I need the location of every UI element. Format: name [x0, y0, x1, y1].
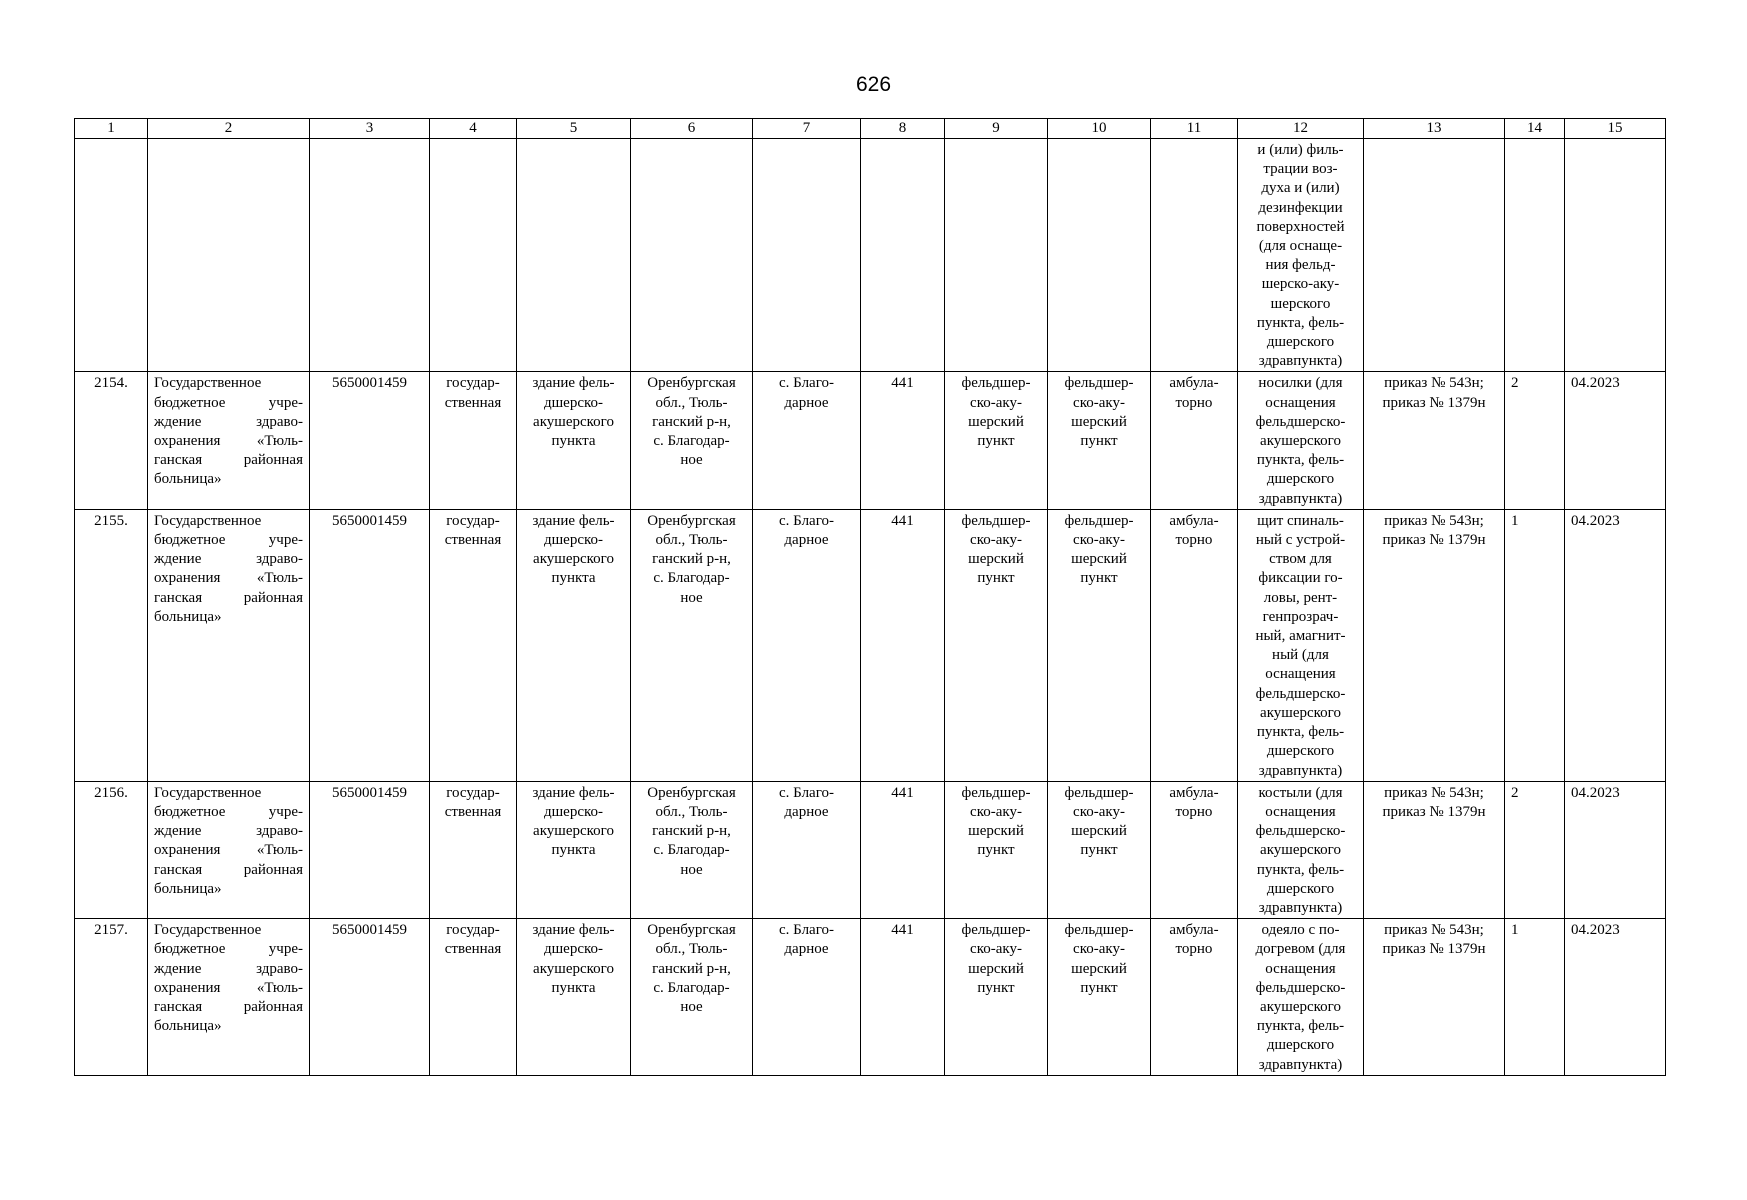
column-header: 2 [148, 119, 310, 139]
ownership-cell: государ- ственная [430, 919, 517, 1076]
basis-cell: приказ № 543н; приказ № 1379н [1364, 372, 1505, 509]
empty-cell [430, 139, 517, 372]
empty-cell [310, 139, 430, 372]
empty-cell [1048, 139, 1151, 372]
code-cell: 441 [861, 781, 945, 918]
ownership-cell: государ- ственная [430, 372, 517, 509]
basis-cell: приказ № 543н; приказ № 1379н [1364, 781, 1505, 918]
settlement-cell: с. Благо- дарное [753, 919, 861, 1076]
equipment-cell: носилки (для оснащения фельдшерско- акушерского пункта, фель- дшерского здравпункта) [1238, 372, 1364, 509]
column-header: 9 [945, 119, 1048, 139]
organization-cell: Государственное бюджетное учре-ждение здраво-охранения «Тюль-ганская районная больница» [148, 372, 310, 509]
date-cell: 04.2023 [1565, 372, 1666, 509]
code-cell: 441 [861, 372, 945, 509]
date-cell: 04.2023 [1565, 509, 1666, 781]
care-mode-cell: амбула- торно [1151, 372, 1238, 509]
quantity-cell: 1 [1505, 919, 1565, 1076]
empty-cell [1565, 139, 1666, 372]
date-cell: 04.2023 [1565, 781, 1666, 918]
date-cell: 04.2023 [1565, 919, 1666, 1076]
row-number-cell: 2155. [75, 509, 148, 781]
column-number-row [75, 119, 1666, 139]
care-mode-cell: амбула- торно [1151, 509, 1238, 781]
building-cell: здание фель- дшерско- акушерского пункта [517, 509, 631, 781]
equipment-cell: щит спиналь- ный с устрой- ством для фиксации го- ловы, рент- генпрозрач- ный, амагнит- ный (для оснащения фельдшерско- акушерского пункта, фель- дшерского здравпункта) [1238, 509, 1364, 781]
empty-cell [148, 139, 310, 372]
basis-cell: приказ № 543н; приказ № 1379н [1364, 509, 1505, 781]
facility-type-cell: фельдшер- ско-аку- шерский пункт [945, 509, 1048, 781]
row-number-cell: 2157. [75, 919, 148, 1076]
address-cell: Оренбургская обл., Тюль- ганский р-н, с. Благодар- ное [631, 919, 753, 1076]
facility-subtype-cell: фельдшер- ско-аку- шерский пункт [1048, 919, 1151, 1076]
code-cell: 441 [861, 509, 945, 781]
quantity-cell: 1 [1505, 509, 1565, 781]
organization-cell: Государственное бюджетное учре-ждение здраво-охранения «Тюль-ганская районная больница» [148, 781, 310, 918]
column-header: 7 [753, 119, 861, 139]
empty-cell [1151, 139, 1238, 372]
building-cell: здание фель- дшерско- акушерского пункта [517, 919, 631, 1076]
address-cell: Оренбургская обл., Тюль- ганский р-н, с. Благодар- ное [631, 372, 753, 509]
column-header: 4 [430, 119, 517, 139]
address-cell: Оренбургская обл., Тюль- ганский р-н, с. Благодар- ное [631, 509, 753, 781]
facility-type-cell: фельдшер- ско-аку- шерский пункт [945, 372, 1048, 509]
building-cell: здание фель- дшерско- акушерского пункта [517, 372, 631, 509]
settlement-cell: с. Благо- дарное [753, 509, 861, 781]
care-mode-cell: амбула- торно [1151, 919, 1238, 1076]
empty-cell [631, 139, 753, 372]
column-header: 8 [861, 119, 945, 139]
empty-cell [75, 139, 148, 372]
empty-cell [945, 139, 1048, 372]
column-header: 3 [310, 119, 430, 139]
organization-cell: Государственное бюджетное учре-ждение здраво-охранения «Тюль-ганская районная больница» [148, 919, 310, 1076]
facility-subtype-cell: фельдшер- ско-аку- шерский пункт [1048, 509, 1151, 781]
column-header: 10 [1048, 119, 1151, 139]
basis-cell: приказ № 543н; приказ № 1379н [1364, 919, 1505, 1076]
facility-type-cell: фельдшер- ско-аку- шерский пункт [945, 919, 1048, 1076]
inn-cell: 5650001459 [310, 919, 430, 1076]
column-header: 6 [631, 119, 753, 139]
organization-cell: Государственное бюджетное учре-ждение здраво-охранения «Тюль-ганская районная больница» [148, 509, 310, 781]
row-number-cell: 2156. [75, 781, 148, 918]
table-row [75, 781, 1666, 918]
column-header: 15 [1565, 119, 1666, 139]
empty-cell [1505, 139, 1565, 372]
column-header: 1 [75, 119, 148, 139]
facility-subtype-cell: фельдшер- ско-аку- шерский пункт [1048, 781, 1151, 918]
quantity-cell: 2 [1505, 372, 1565, 509]
column-header: 13 [1364, 119, 1505, 139]
facility-type-cell: фельдшер- ско-аку- шерский пункт [945, 781, 1048, 918]
column-header: 5 [517, 119, 631, 139]
registry-table [74, 118, 1666, 1076]
building-cell: здание фель- дшерско- акушерского пункта [517, 781, 631, 918]
column-header: 11 [1151, 119, 1238, 139]
table-row [75, 509, 1666, 781]
empty-cell [1364, 139, 1505, 372]
inn-cell: 5650001459 [310, 372, 430, 509]
empty-cell [753, 139, 861, 372]
continuation-row [75, 139, 1666, 372]
quantity-cell: 2 [1505, 781, 1565, 918]
ownership-cell: государ- ственная [430, 781, 517, 918]
empty-cell [861, 139, 945, 372]
row-number-cell: 2154. [75, 372, 148, 509]
address-cell: Оренбургская обл., Тюль- ганский р-н, с. Благодар- ное [631, 781, 753, 918]
equipment-cell: и (или) филь- трации воз- духа и (или) дезинфекции поверхностей (для оснаще- ния фельд- шерско-аку- шерского пункта, фель- дшерского здравпункта) [1238, 139, 1364, 372]
table-row [75, 919, 1666, 1076]
care-mode-cell: амбула- торно [1151, 781, 1238, 918]
code-cell: 441 [861, 919, 945, 1076]
equipment-cell: одеяло с по- догревом (для оснащения фельдшерско- акушерского пункта, фель- дшерского здравпункта) [1238, 919, 1364, 1076]
column-header: 14 [1505, 119, 1565, 139]
equipment-cell: костыли (для оснащения фельдшерско- акушерского пункта, фель- дшерского здравпункта) [1238, 781, 1364, 918]
facility-subtype-cell: фельдшер- ско-аку- шерский пункт [1048, 372, 1151, 509]
table-row [75, 372, 1666, 509]
settlement-cell: с. Благо- дарное [753, 372, 861, 509]
inn-cell: 5650001459 [310, 509, 430, 781]
settlement-cell: с. Благо- дарное [753, 781, 861, 918]
page-number: 626 [855, 73, 892, 96]
inn-cell: 5650001459 [310, 781, 430, 918]
ownership-cell: государ- ственная [430, 509, 517, 781]
empty-cell [517, 139, 631, 372]
column-header: 12 [1238, 119, 1364, 139]
